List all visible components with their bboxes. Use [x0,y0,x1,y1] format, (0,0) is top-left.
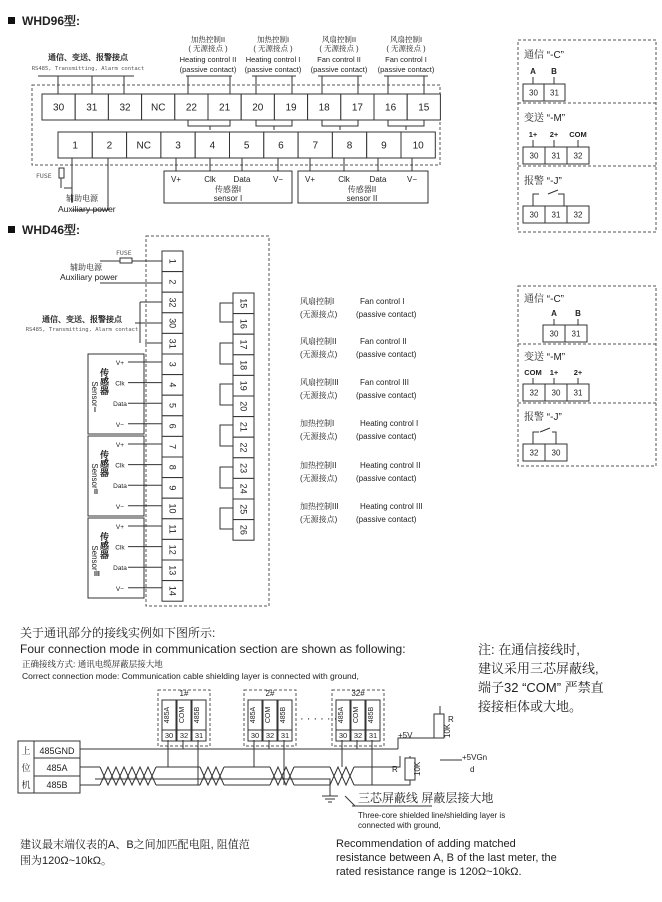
whd46-sensor-pin: V+ [115,524,125,531]
whd46-left-terminal-number: 5 [167,402,178,409]
whd46-right-terminal-number: 26 [238,524,249,535]
comm-r-value: 10K [413,761,422,776]
whd96-comm-label-cn: 通信、变送、报警接点 [48,53,128,62]
meter-pin: 30 [338,731,348,740]
whd46-control-pc: (无源接点) [300,391,338,400]
whd96-s2-en: sensor II [346,194,378,203]
meter-pin: 32 [265,731,275,740]
whd46-control-cn: 加热控制II [300,461,337,470]
whd46-left-terminal-number: 1 [167,258,178,264]
whd46-control-cn: 风扇控制II [300,337,337,346]
whd46-right-terminal-number: 17 [238,339,249,350]
side96-comm-terminals [523,84,565,101]
whd46-sensor-cn: 传感器 [99,532,109,559]
bullet-whd96 [8,17,15,24]
cable-label-en-1: Three-core shielded line/shielding layer is [358,811,506,820]
side46-trans-label: 2+ [573,368,583,377]
side46-comm-pin-number: 30 [549,329,559,339]
meter-signal: COM [353,706,360,724]
whd96-comm-label-en: RS485, Transmitting, Alarm contact [31,66,145,72]
comm-note-line: 接接柜体或大地。 [478,699,583,714]
whd46-control-en: Fan control II [360,337,407,346]
whd46-comm-cn: 通信、变送、报警接点 [42,315,122,324]
whd46-control-en: Heating control III [360,502,423,511]
side96-trans-pin-number: 30 [529,151,539,161]
side96-panel [518,40,656,232]
whd96-top-terminal-number: 20 [252,102,264,114]
meter-signal: 485A [338,706,345,724]
whd96-fan1-cn: 风扇控制I [389,35,423,44]
whd46-left-terminal-number: 30 [167,318,178,329]
whd96-top-terminal-number: 21 [219,102,231,114]
whd46-control-cn: 风扇控制I [300,297,335,306]
whd96-fan2-cn: 风扇控制II [321,35,357,44]
whd46-sensor-pin: Clk [115,544,125,552]
whd96-s2-pin: V+ [304,175,316,184]
whd46-control-en_pc: (passive contact) [356,350,417,359]
side96-trans-label: 2+ [549,130,559,139]
side46-trans-label: 1+ [549,368,559,377]
meter-label: 1# [179,689,189,698]
whd46-sensor-pin: Data [113,565,127,573]
side46-alarm-pin-number: 32 [529,448,539,458]
rec-en-1: Recommendation of adding matched [336,838,516,850]
side46-trans-pin-number: 31 [573,388,583,398]
whd96-top-terminal-number: 22 [185,102,197,114]
whd46-left-terminal-number: 32 [167,297,178,308]
whd46-left-terminal-number: 7 [167,444,178,450]
whd46-right-terminal-number: 24 [238,483,249,494]
comm-r-label: R [392,765,398,774]
whd46-sensor-pin: V− [115,421,125,429]
whd96-top-terminal-number: 16 [385,102,397,114]
whd96-fan2-en: Fan control II [317,55,361,64]
side96-trans-title: 变送 “-M” [524,113,566,124]
whd96-fan1-pc-cn: ( 无源接点 ) [386,44,426,53]
whd96-heat1-pc-en: (passive contact) [244,65,302,74]
whd46-control-en: Heating control I [360,419,419,428]
side96-comm-label: A [530,67,536,76]
whd46-right-terminal-number: 22 [238,442,249,453]
whd96-s1-pin: V− [272,175,284,184]
whd46-control-pc: (无源接点) [300,474,338,483]
whd96-s1-pin: Data [233,175,251,184]
whd46-sensor-pin: Data [113,401,127,409]
whd96-bottom-terminal-number: 2 [106,140,113,152]
side46-comm-terminals [543,325,587,342]
side46-comm-title: 通信 “-C” [524,294,564,305]
whd46-sensor-pin: Clk [115,380,125,388]
whd46-control-pc: (无源接点) [300,432,338,441]
whd46-right-terminal-number: 25 [238,504,249,515]
side96-alarm-pin-number: 32 [573,210,583,220]
whd96-s1-pin: Clk [204,175,216,184]
whd46-sensor-roman: I [94,407,96,414]
whd46-left-terminal-number: 10 [167,503,178,514]
whd46-aux-cn: 辅助电源 [70,263,102,272]
whd46-sensor-pin: Data [113,483,127,491]
side96-trans-label: COM [569,130,587,139]
whd96-fan1-en: Fan control I [385,55,427,64]
whd46-control-en: Fan control III [360,378,409,387]
comm-mode-cn: 正确接线方式: 通讯电缆屏蔽层接大地 [22,659,163,669]
meter-signal: 485A [250,706,257,724]
side96-alarm-terminals [523,206,589,223]
side96-trans-pin-number: 31 [551,151,561,161]
whd96-top-terminals [42,94,440,120]
whd46-right-terminal-number: 16 [238,318,249,329]
whd96-heat1-pc-cn: ( 无源接点 ) [253,44,293,53]
whd46-right-terminals [233,293,254,540]
whd96-fan1-pc-en: (passive contact) [377,65,435,74]
whd96-bottom-terminals [58,132,435,158]
whd46-control-en_pc: (passive contact) [356,391,417,400]
meter-pin: 31 [194,731,204,740]
whd46-control-pc: (无源接点) [300,350,338,359]
comm-note-line: 端子32 “COM” 严禁直 [478,680,604,695]
rec-en-2: resistance between A, B of the last meter, the [336,852,557,864]
cable-label-en-2: connected with ground, [358,821,441,830]
whd46-control-cn: 加热控制III [300,502,339,511]
whd46-left-terminal-number: 11 [167,524,178,534]
whd96-bottom-terminal-number: 8 [346,140,353,152]
whd46-sensor-cn: 传感器 [99,450,109,477]
whd46-control-en: Heating control II [360,461,421,470]
host-label: 机 [21,780,31,790]
whd96-aux-cn: 辅助电源 [66,194,98,203]
host-label: 位 [21,763,31,773]
whd46-control-labels [300,296,423,524]
side96-comm-label: B [551,67,557,76]
whd96-heat1-cn: 加热控制I [256,35,290,44]
side46-trans-title: 变送 “-M” [524,352,566,363]
whd46-aux-en: Auxiliary power [60,272,118,282]
whd46-left-terminal-number: 6 [167,423,178,429]
whd46-sensor-roman: III [94,571,100,578]
whd96-top-terminal-number: 17 [351,102,363,114]
whd96-bottom-terminal-number: 6 [278,140,284,152]
whd96-aux-en: Auxiliary power [58,204,116,214]
whd46-left-terminal-number: 31 [167,338,178,349]
whd96-top-terminal-number: 32 [119,102,131,114]
whd96-top-terminal-number: 30 [53,102,65,114]
whd46-control-pc: (无源接点) [300,310,338,319]
whd96-top-terminal-number: 31 [86,102,98,114]
meter-pin: 30 [164,731,174,740]
whd96-fan2-pc-en: (passive contact) [310,65,368,74]
meter-pin: 31 [280,731,290,740]
whd96-heat2-cn: 加热控制II [190,35,226,44]
comm-mode-en: Correct connection mode: Communication cable shielding layer is connected with ground, [22,671,359,681]
whd96-bottom-terminal-number: 10 [412,140,424,152]
whd46-sensor-pin: V− [115,585,125,593]
meter-pin: 32 [353,731,363,740]
whd46-right-terminal-number: 19 [238,380,249,391]
whd46-sensor-pin: V− [115,503,125,511]
whd46-sensor-pin: V+ [115,442,125,449]
whd46-sensor-cn: 传感器 [99,368,109,395]
whd96-bottom-terminal-number: 9 [381,140,387,152]
whd96-s2-cn: 传感器II [347,185,377,194]
comm-meters [158,689,384,746]
side46-comm-label: B [575,309,581,318]
whd96-heat2-pc-cn: ( 无源接点 ) [188,44,228,53]
comm-r-value: 10K [443,723,452,738]
side46-comm-label: A [551,309,557,318]
whd96-s1-en: sensor I [213,194,243,203]
whd46-left-terminal-number: 3 [167,361,178,367]
whd46-left-terminals [162,251,183,601]
whd46-right-terminal-number: 18 [238,360,249,371]
whd46-left-terminal-number: 14 [167,585,178,596]
side96-comm-pin-number: 31 [550,88,559,98]
whd46-fuse-label: FUSE [116,249,132,257]
host-pin: 485GND [39,746,75,756]
whd46-control-en_pc: (passive contact) [356,515,417,524]
whd46-comm-en: RS485, Transmitting, Alarm contact [25,327,139,333]
whd96-s2-pin: V− [406,175,418,184]
whd46-left-terminal-number: 9 [167,485,178,491]
host-pin: 485A [46,763,68,773]
host-pin: 485B [46,780,68,790]
whd46-left-terminal-number: 8 [167,464,178,470]
side46-alarm-title: 报警 “-J” [524,412,562,423]
whd46-sensor-en: Sensor [90,463,99,489]
whd46-right-terminal-number: 20 [238,401,249,412]
whd46-sensor-pin: V+ [115,360,125,367]
whd96-heat1-en: Heating control I [245,55,301,64]
whd46-left-terminal-number: 2 [167,279,178,285]
whd46-sensor-en: Sensor [90,381,99,407]
whd46-sensor-en: Sensor [90,545,99,571]
whd96-bottom-terminal-number: 3 [175,140,181,152]
side96-alarm-title: 报警 “-J” [524,176,562,187]
side46-trans-pin-number: 32 [529,388,539,398]
side46-trans-terminals [523,384,589,401]
meter-label: 2# [265,689,275,698]
host-label: 上 [21,746,31,756]
meter-pin: 30 [250,731,260,740]
meter-signal: COM [265,706,272,724]
whd46-control-pc: (无源接点) [300,515,338,524]
whd96-heat2-pc-en: (passive contact) [179,65,237,74]
whd46-control-cn: 加热控制I [300,419,335,428]
whd46-sensor-roman: II [94,489,98,496]
whd46-left-terminal-number: 4 [167,382,178,388]
whd96-s2-pin: Data [369,175,387,184]
whd46-sensor-pin: Clk [115,462,125,470]
whd46-control-en_pc: (passive contact) [356,474,417,483]
whd46-sensor-blocks [88,354,162,598]
whd96-top-terminal-number: 19 [285,102,297,114]
whd46-control-en_pc: (passive contact) [356,432,417,441]
meter-signal: 485B [194,706,201,724]
whd46-right-terminal-number: 15 [238,298,249,309]
comm-note-line: 建议采用三芯屏蔽线, [478,661,599,676]
whd96-s1-pin: V+ [170,175,182,184]
whd96-bottom-terminal-number: NC [136,140,151,152]
whd96-bottom-terminal-number: 5 [243,140,250,152]
side96-alarm-pin-number: 30 [529,210,539,220]
comm-r-label: R [448,715,454,724]
meter-signal: 485A [164,706,171,724]
whd46-right-terminal-number: 23 [238,463,249,474]
whd96-bottom-terminal-number: 1 [72,140,78,152]
comm-title-en: Four connection mode in communication section are shown as following: [20,642,406,656]
whd96-title: WHD96型: [22,14,81,28]
side96-trans-terminals [523,147,589,164]
side96-comm-pin-number: 30 [529,88,538,98]
meter-signal: 485B [368,706,375,724]
side46-trans-label: COM [524,368,542,377]
whd96-top-terminal-number: 18 [318,102,330,114]
meter-signal: COM [179,706,186,724]
comm-plus5v: +5V [398,731,413,740]
whd96-s2-pin: Clk [338,175,350,184]
whd96-top-terminal-number: 15 [418,102,430,114]
side46-comm-pin-number: 31 [571,329,581,339]
rec-cn-1: 建议最末端仪表的A、B之间加匹配电阻, 阻值范 [20,839,250,851]
whd46-control-en: Fan control I [360,297,405,306]
side96-comm-title: 通信 “-C” [524,50,564,61]
whd46-control-en_pc: (passive contact) [356,310,417,319]
whd46-title: WHD46型: [22,223,81,237]
meter-pin: 31 [368,731,378,740]
rec-en-3: rated resistance range is 120Ω~10kΩ. [336,866,522,878]
bullet-whd46 [8,226,15,233]
whd96-bottom-terminal-number: 4 [209,140,216,152]
comm-title-cn: 关于通讯部分的接线实例如下图所示: [20,626,216,640]
whd96-fuse-label: FUSE [36,172,52,180]
whd96-bottom-terminal-number: 7 [312,140,319,152]
side96-trans-label: 1+ [528,130,538,139]
meter-ellipsis: · · · · · · [300,713,338,725]
side46-alarm-terminals [523,444,567,461]
side46-alarm-pin-number: 30 [551,448,561,458]
meter-signal: 485B [280,706,287,724]
meter-label: 32# [351,689,365,698]
whd46-left-terminal-number: 13 [167,565,178,576]
whd96-top-terminal-number: NC [150,102,166,114]
comm-note-line: 注: 在通信接线时, [478,642,580,657]
side96-alarm-pin-number: 31 [551,210,561,220]
side46-trans-pin-number: 30 [551,388,561,398]
whd46-control-cn: 风扇控制III [300,378,339,387]
comm-d-label: d [470,765,475,774]
whd96-heat2-en: Heating control II [179,55,237,64]
cable-label-cn: 三芯屏蔽线 屏蔽层接大地 [358,791,494,805]
comm-plus5vgn: +5VGn [462,753,488,762]
whd46-left-terminal-number: 12 [167,544,178,555]
whd96-s1-cn: 传感器I [214,185,242,194]
rec-cn-2: 围为120Ω~10kΩ。 [20,855,112,867]
whd96-fan2-pc-cn: ( 无源接点 ) [319,44,359,53]
meter-pin: 32 [179,731,189,740]
side96-trans-pin-number: 32 [573,151,583,161]
whd46-right-terminal-number: 21 [238,421,249,432]
